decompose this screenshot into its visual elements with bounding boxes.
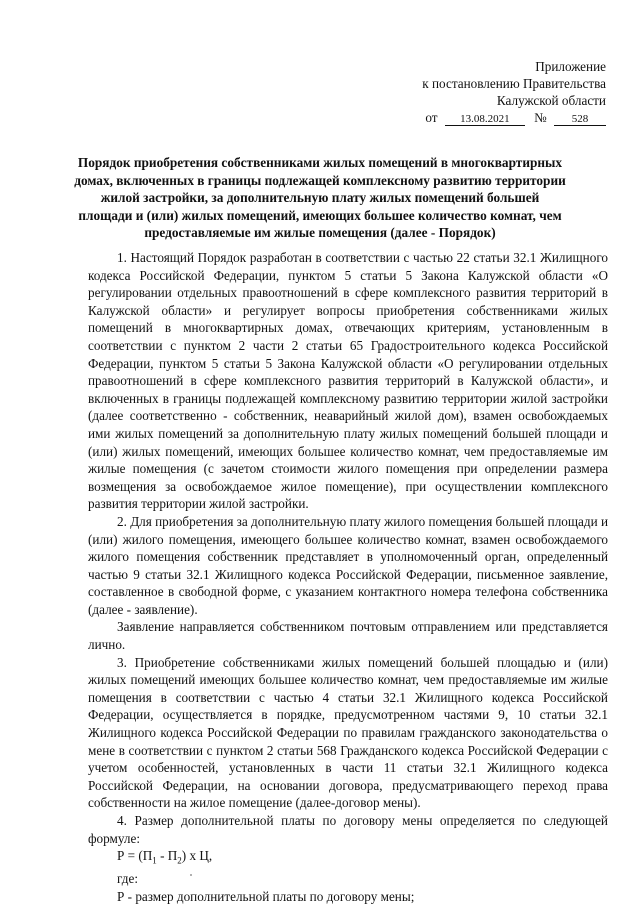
decree-date: 13.08.2021 (445, 113, 525, 126)
formula: $Р = (П_1 - П_2)$ х Ц, (117, 848, 213, 866)
paragraph-2-note: Заявление направляется собственником почтовым отправлением или представляется лично. (88, 619, 608, 653)
decree-reference: к постановлению Правительства (422, 76, 606, 91)
date-number-line (422, 109, 606, 126)
paragraph-2: 2. Для приобретения за дополнительную плату жилого помещения большей площади и (или) жилого помещения, имеющего большее количество комнат, взамен освобождаемого жилого помещения собственник представляет в уполномоченный орган, определенный частью 9 статьи 32.1 Жилищного кодекса Российской Федерации, письменное заявление, составленное в свободной форме, с указанием контактного номера телефона собственника (далее - заявление). (88, 513, 609, 617)
scan-speck (190, 874, 192, 876)
decree-number: 528 (554, 113, 606, 126)
paragraph-3: 3. Приобретение собственниками жилых помещений большей площадью и (или) жилых помещений имеющих большее количество комнат, чем предоставляемые им жилые помещения в соответствии с частью 4 статьи 32.1 Жилищного кодекса Российской Федерации, осуществляется в порядке, предусмотренном частями 9, 10 статьи 32.1 Жилищного кодекса Российской Федерации по правилам гражданского законодательства о мене в соответствии с пунктом 2 статьи 568 Гражданского кодекса Российской Федерации с учетом особенностей, установленных в части 11 статьи 32.1 Жилищного кодекса Российской Федерации, на основании договора, предусматривающего переход права собственности на жилое помещение (далее-договор мены). (88, 654, 608, 811)
number-label: № (534, 110, 547, 125)
paragraph-4: 4. Размер дополнительной платы по договору мены определяется по следующей формуле: (88, 813, 608, 846)
region-name: Калужской области (496, 93, 606, 108)
paragraph-1: 1. Настоящий Порядок разработан в соответствии с частью 22 статьи 32.1 Жилищного кодекса Российской Федерации, пунктом 5 статьи 5 Закона Калужской области «О регулировании отдельных правоотношений в сфере комплексного развития территорий в Калужской области» и регулирует вопросы приобретения собственниками жилых помещений в многоквартирных домах, отвечающих критериям, установленным в соответствии с пунктом 2 части 2 статьи 65 Градостроительного кодекса Российской Федерации, пунктом 5 статьи 5 Закона Калужской области «О регулировании отдельных правоотношений в сфере комплексного развития территорий в Калужской области», и включенных в границы подлежащей комплексному развитию территории жилой застройки (далее соответственно - собственник, неаварийный жилой дом), взамен освобождаемых ими жилых помещений за дополнительную плату жилых помещений большей площади и (или) жилых помещений, имеющих большее количество комнат, чем предоставляемые им жилые помещения (с зачетом стоимости жилого помещения при определении размера возмещения за освобождаемое жилое помещение), при осуществлении комплексного развития территории жилой застройки. (88, 250, 608, 512)
appendix-header (422, 58, 606, 126)
appendix-label: Приложение (535, 59, 606, 74)
document-body (88, 249, 608, 906)
from-label: от (425, 110, 438, 125)
document-title: Порядок приобретения собственниками жилых помещений в многоквартирных домах, включенных в границы подлежащей комплексному развитию территории жилой застройки, за дополнительную плату жилых помещений большей площади и (или) жилых помещений, имеющих большее количество комнат, чем предоставляемые им жилые помещения (далее - Порядок) (74, 155, 566, 240)
formula-where: где: (117, 871, 138, 887)
formula-p-definition: Р - размер дополнительной платы по договору мены; (117, 889, 415, 905)
